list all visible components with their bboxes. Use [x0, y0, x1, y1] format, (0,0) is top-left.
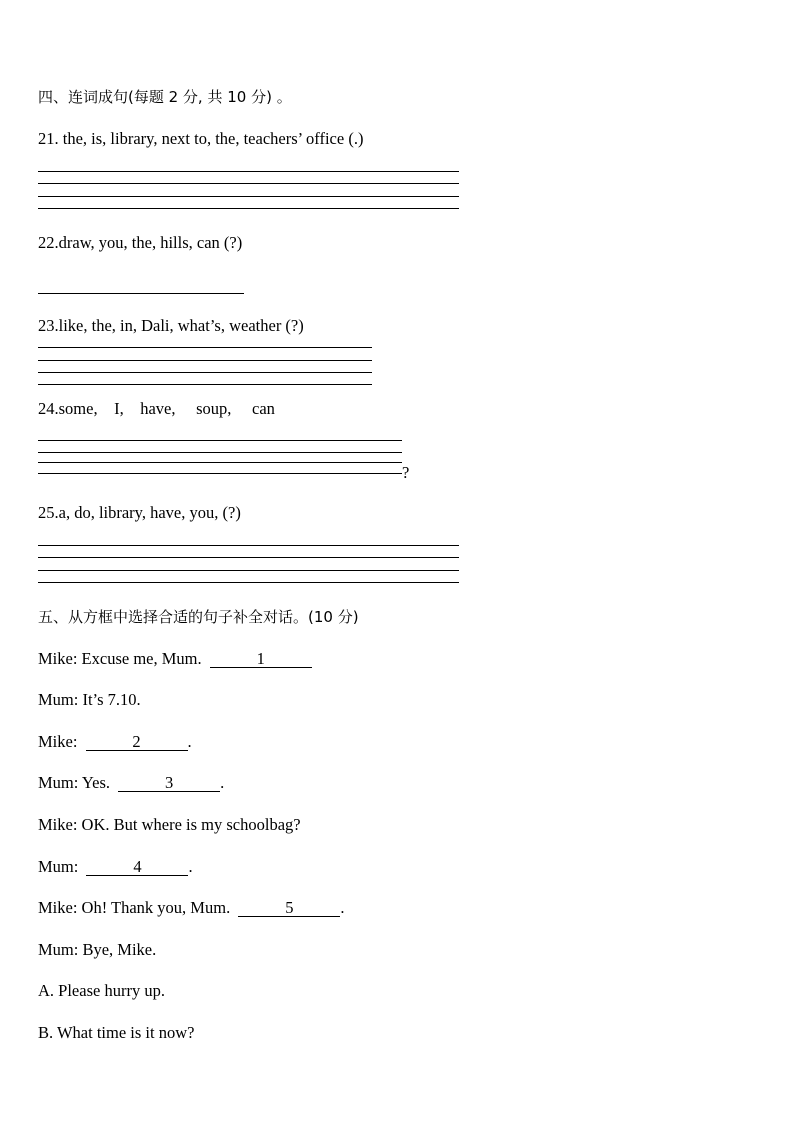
question-number: 24 — [38, 399, 55, 418]
question-24 — [38, 399, 275, 419]
answer-line — [38, 570, 459, 571]
answer-blank-2: 2 — [86, 733, 188, 751]
answer-line — [38, 440, 402, 441]
speaker: Mum: — [38, 690, 79, 709]
answer-line — [38, 293, 244, 294]
question-number: 22 — [38, 233, 55, 252]
dialogue-line-2 — [38, 690, 141, 710]
answer-line — [38, 557, 459, 558]
question-words: .a, do, library, have, you, (?) — [54, 503, 241, 522]
answer-line — [38, 462, 402, 463]
option-letter: B. — [38, 1023, 54, 1042]
dialogue-line-4 — [38, 773, 224, 793]
dialogue-line-1 — [38, 649, 312, 669]
option-letter: A. — [38, 981, 55, 1000]
question-25 — [38, 503, 241, 523]
dialogue-text: Excuse me, Mum. — [81, 649, 202, 668]
dialogue-text: It’s 7.10. — [82, 690, 141, 709]
option-text: Please hurry up. — [58, 981, 165, 1000]
question-number: 23 — [38, 316, 55, 335]
answer-blank-4: 4 — [86, 858, 188, 876]
question-mark: ? — [402, 463, 410, 482]
answer-line — [38, 582, 459, 583]
dialogue-line-5 — [38, 815, 301, 835]
period: . — [188, 857, 193, 876]
speaker: Mike: — [38, 732, 78, 751]
dialogue-text: OK. But where is my schoolbag? — [81, 815, 301, 834]
question-22 — [38, 233, 242, 253]
period: . — [187, 732, 192, 751]
dialogue-text: Oh! Thank you, Mum. — [81, 898, 231, 917]
speaker: Mum: — [38, 773, 79, 792]
period: . — [220, 773, 225, 792]
speaker: Mike: — [38, 898, 78, 917]
period: . — [340, 898, 345, 917]
section-4-title: 四、连词成句(每题 2 分, 共 10 分) 。 — [38, 88, 292, 106]
answer-blank-5: 5 — [238, 899, 340, 917]
question-number: 25 — [38, 503, 55, 522]
answer-line — [38, 183, 459, 184]
speaker: Mike: — [38, 815, 78, 834]
speaker: Mike: — [38, 649, 78, 668]
option-text: What time is it now? — [56, 1023, 195, 1042]
answer-line — [38, 196, 459, 197]
option-b — [38, 1023, 194, 1043]
question-words: . the, is, library, next to, the, teachers’ office (.) — [54, 129, 364, 148]
question-words: .some, I, have, soup, can — [54, 399, 275, 418]
answer-line — [38, 171, 459, 172]
section-5-title: 五、从方框中选择合适的句子补全对话。(10 分) — [38, 608, 359, 626]
answer-line — [38, 384, 372, 385]
answer-line — [38, 360, 372, 361]
answer-blank-3: 3 — [118, 774, 220, 792]
question-words: .draw, you, the, hills, can (?) — [54, 233, 243, 252]
dialogue-text: Yes. — [81, 773, 110, 792]
dialogue-text: Bye, Mike. — [82, 940, 157, 959]
answer-blank-1: 1 — [210, 650, 312, 668]
question-number: 21 — [38, 129, 55, 148]
answer-line — [38, 372, 372, 373]
dialogue-line-6 — [38, 857, 193, 877]
answer-line — [38, 473, 402, 474]
dialogue-line-7 — [38, 898, 344, 918]
dialogue-line-3 — [38, 732, 192, 752]
answer-line — [38, 347, 372, 348]
answer-line — [38, 545, 459, 546]
speaker: Mum: — [38, 857, 79, 876]
dialogue-line-8 — [38, 940, 156, 960]
option-a — [38, 981, 165, 1001]
speaker: Mum: — [38, 940, 79, 959]
question-23 — [38, 316, 304, 336]
answer-line — [38, 452, 402, 453]
question-words: .like, the, in, Dali, what’s, weather (?) — [54, 316, 304, 335]
answer-line — [38, 208, 459, 209]
question-21 — [38, 129, 363, 149]
